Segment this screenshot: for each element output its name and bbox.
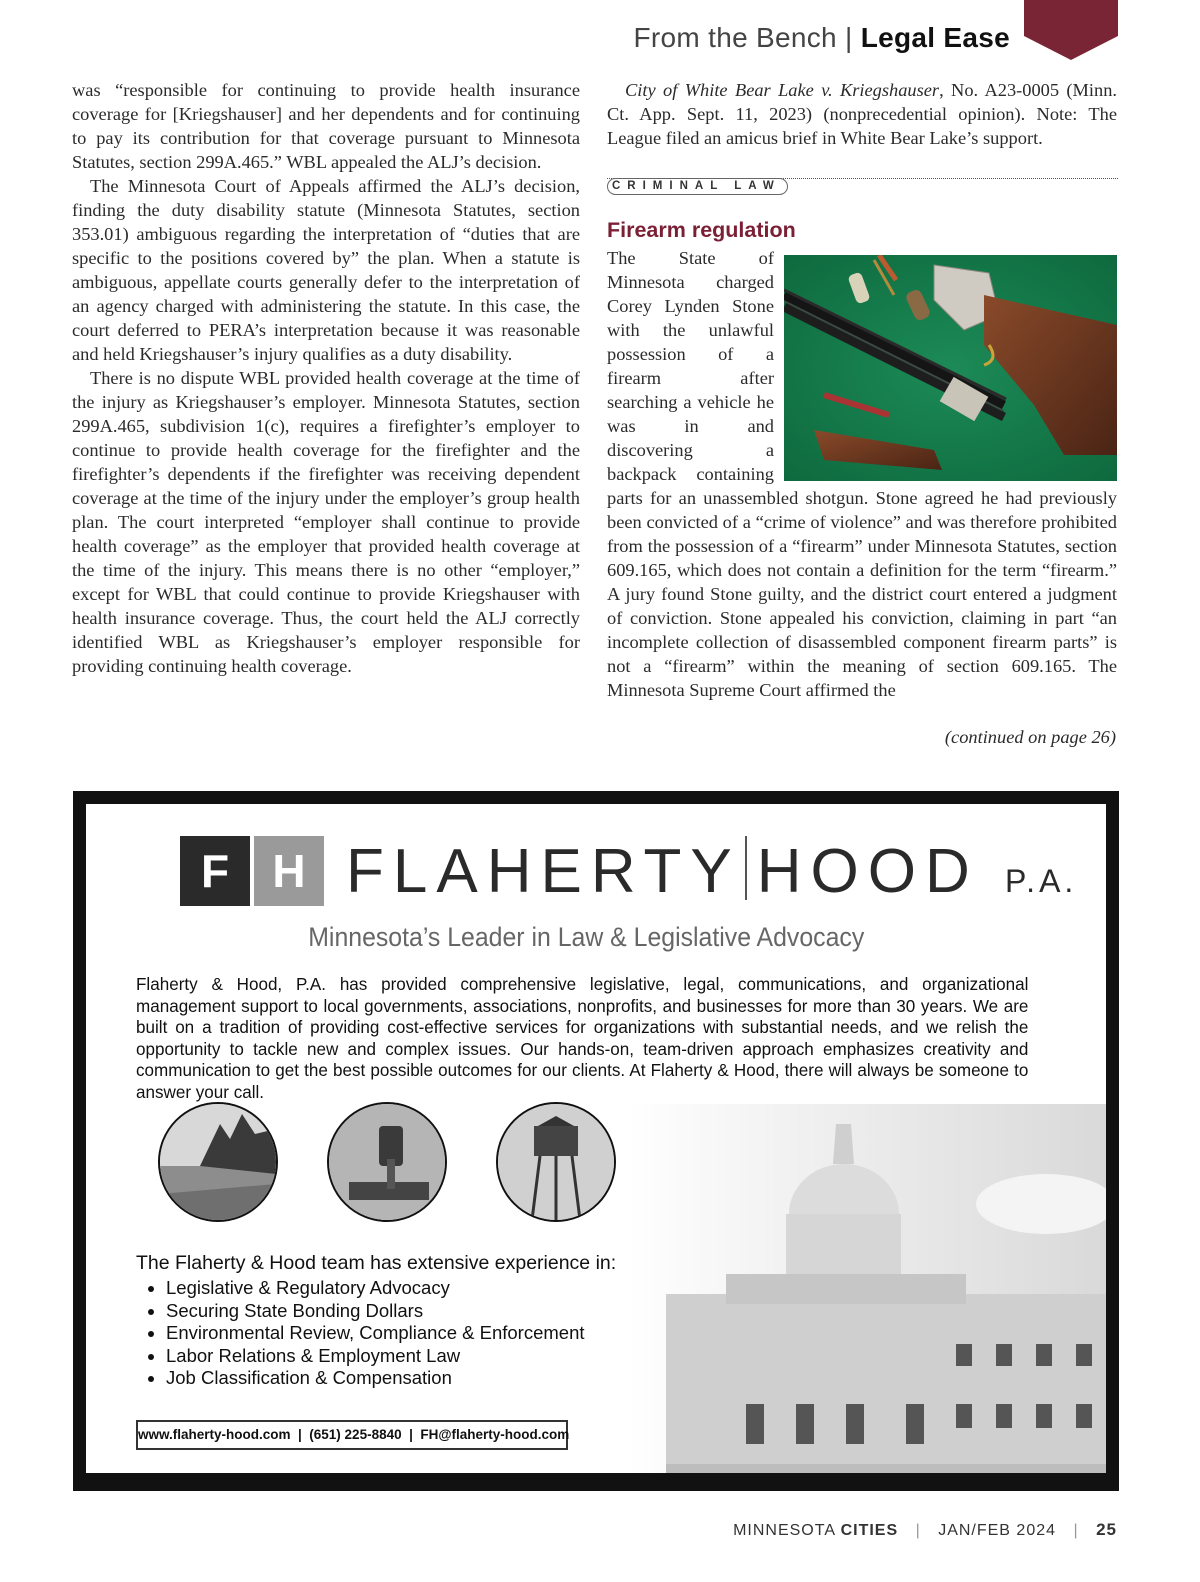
issue-date: JAN/FEB 2024: [938, 1522, 1057, 1539]
case-details: , No. A23-0005 (Minn. Ct. App. Sept. 11, 2023) (nonprecedential opinion). Note: The League filed an amicus brief in White Bear Lake’s support.: [607, 80, 1117, 148]
contact-bar: www.flaherty-hood.com | (651) 225-8840 | FH@flaherty-hood.com: [136, 1420, 568, 1450]
paragraph: was “responsible for continuing to provide health insurance coverage for [Kriegshauser] and her dependents and for continuing to pay its contribution for that coverage pursuant to Minnesota Statutes, section 299A.465.” WBL appealed the ALJ’s decision.: [72, 80, 580, 172]
state-capitol-image: [626, 1104, 1106, 1473]
category-label: CRIMINAL LAW: [607, 178, 788, 195]
list-item: • Legislative & Regulatory Advocacy: [166, 1277, 616, 1300]
case-citation: [607, 78, 1117, 150]
page-footer: [733, 1520, 1117, 1540]
water-tower-photo: [496, 1102, 616, 1222]
gavel-photo: [327, 1102, 447, 1222]
page-number: 25: [1096, 1520, 1117, 1539]
logo-h-box: H: [254, 836, 324, 906]
header-separator: |: [845, 22, 853, 53]
left-column: [72, 78, 580, 678]
header-section: From the Bench: [633, 22, 837, 53]
logo-f-box: F: [180, 836, 250, 906]
header-column-name: Legal Ease: [860, 22, 1010, 53]
firm-name-flaherty: FLAHERTY: [346, 837, 741, 906]
article-body: [607, 246, 1117, 702]
case-name: City of White Bear Lake v. Kriegshauser: [625, 80, 940, 100]
footer-divider: |: [1073, 1522, 1079, 1539]
firm-name-divider: [745, 836, 747, 900]
footer-divider: |: [915, 1522, 921, 1539]
section-tab-marker: [1024, 0, 1118, 60]
paragraph: The Minnesota Court of Appeals affirmed the ALJ’s decision, finding the duty disability statute (Minnesota Statutes, section 353.01) ambiguous regarding the interpretation of “duties that are specific to the positions covered by” the plan. When a statute is ambiguous, appellate courts generally defer to the interpretation of an agency charged with administering the statute. In this case, the court deferred to PERA’s interpretation because it was reasonable and held Kriegshauser’s injury qualifies as a duty disability.: [72, 176, 580, 364]
advertisement: [73, 791, 1119, 1491]
list-item: • Environmental Review, Compliance & Enforcement: [166, 1322, 616, 1345]
experience-list: [136, 1277, 616, 1390]
firm-name-hood: HOOD: [756, 837, 979, 906]
ad-panel: [86, 804, 1106, 1473]
running-header: [634, 22, 1010, 54]
magazine-name-light: MINNESOTA: [733, 1522, 836, 1539]
right-column: [607, 78, 1117, 150]
magazine-name-bold: CITIES: [840, 1522, 899, 1539]
list-item: • Labor Relations & Employment Law: [166, 1345, 616, 1368]
ad-description: Flaherty & Hood, P.A. has provided comprehensive legislative, legal, communications, and organizational management support to local governments, associations, nonprofits, and businesses for more than 30 years. We are built on a tradition of providing cost-effective services for organizations with substantial needs, and we relish the opportunity to tackle new and complex issues. Our hands-on, team-driven approach emphasizes creativity and communication to get the best possible outcomes for our clients. At Flaherty & Hood, there will always be someone to answer your call.: [136, 974, 1029, 1102]
ad-tagline: Minnesota’s Leader in Law & Legislative Advocacy: [308, 922, 865, 952]
list-item: • Job Classification & Compensation: [166, 1367, 616, 1390]
firm-name: [346, 836, 1077, 916]
experience-heading: The Flaherty & Hood team has extensive experience in:: [136, 1252, 617, 1274]
firm-suffix: P.A.: [1004, 863, 1078, 899]
category-divider: [607, 176, 1118, 198]
continued-note: (continued on page 26): [944, 727, 1116, 747]
experience-section: [136, 1252, 616, 1390]
shotgun-photo: [784, 255, 1117, 481]
list-item: • Securing State Bonding Dollars: [166, 1300, 616, 1323]
article-title: Firearm regulation: [607, 218, 796, 242]
lake-photo: [158, 1102, 278, 1222]
paragraph: There is no dispute WBL provided health coverage at the time of the injury as Kriegshauser’s employer. Minnesota Statutes, section 299A.465, subdivision 1(c), requires a firefighter’s employer to continue to provide health coverage for the firefighter and the firefighter’s dependents if the firefighter was receiving dependent coverage at the time of the injury under the employer’s group health plan. The court interpreted “employer shall continue to provide health coverage” as the employer that provided health coverage at the time of the injury. This means there is no other “employer,” except for WBL that could continue to provide Kriegshauser with health insurance coverage. Thus, the court held the ALJ correctly identified WBL as Kriegshauser’s employer responsible for providing continuing health coverage.: [72, 368, 580, 676]
article-paragraph: The State of Minnesota charged Corey Lynden Stone with the unlawful possession of a firearm after searching a vehicle he was in and discovering a backpack containing parts for an unassembled shotgun. Stone agreed he had previously been convicted of a “crime of violence” and was therefore prohibited from the possession of a “firearm” under Minnesota Statutes, section 609.165, which does not contain a definition for the term “firearm.” A jury found Stone guilty, and the district court entered a judgment of conviction. Stone appealed his conviction, claiming in part “an incomplete collection of disassembled component firearm parts” is not a “firearm” within the meaning of section 609.165. The Minnesota Supreme Court affirmed the: [607, 248, 1117, 700]
